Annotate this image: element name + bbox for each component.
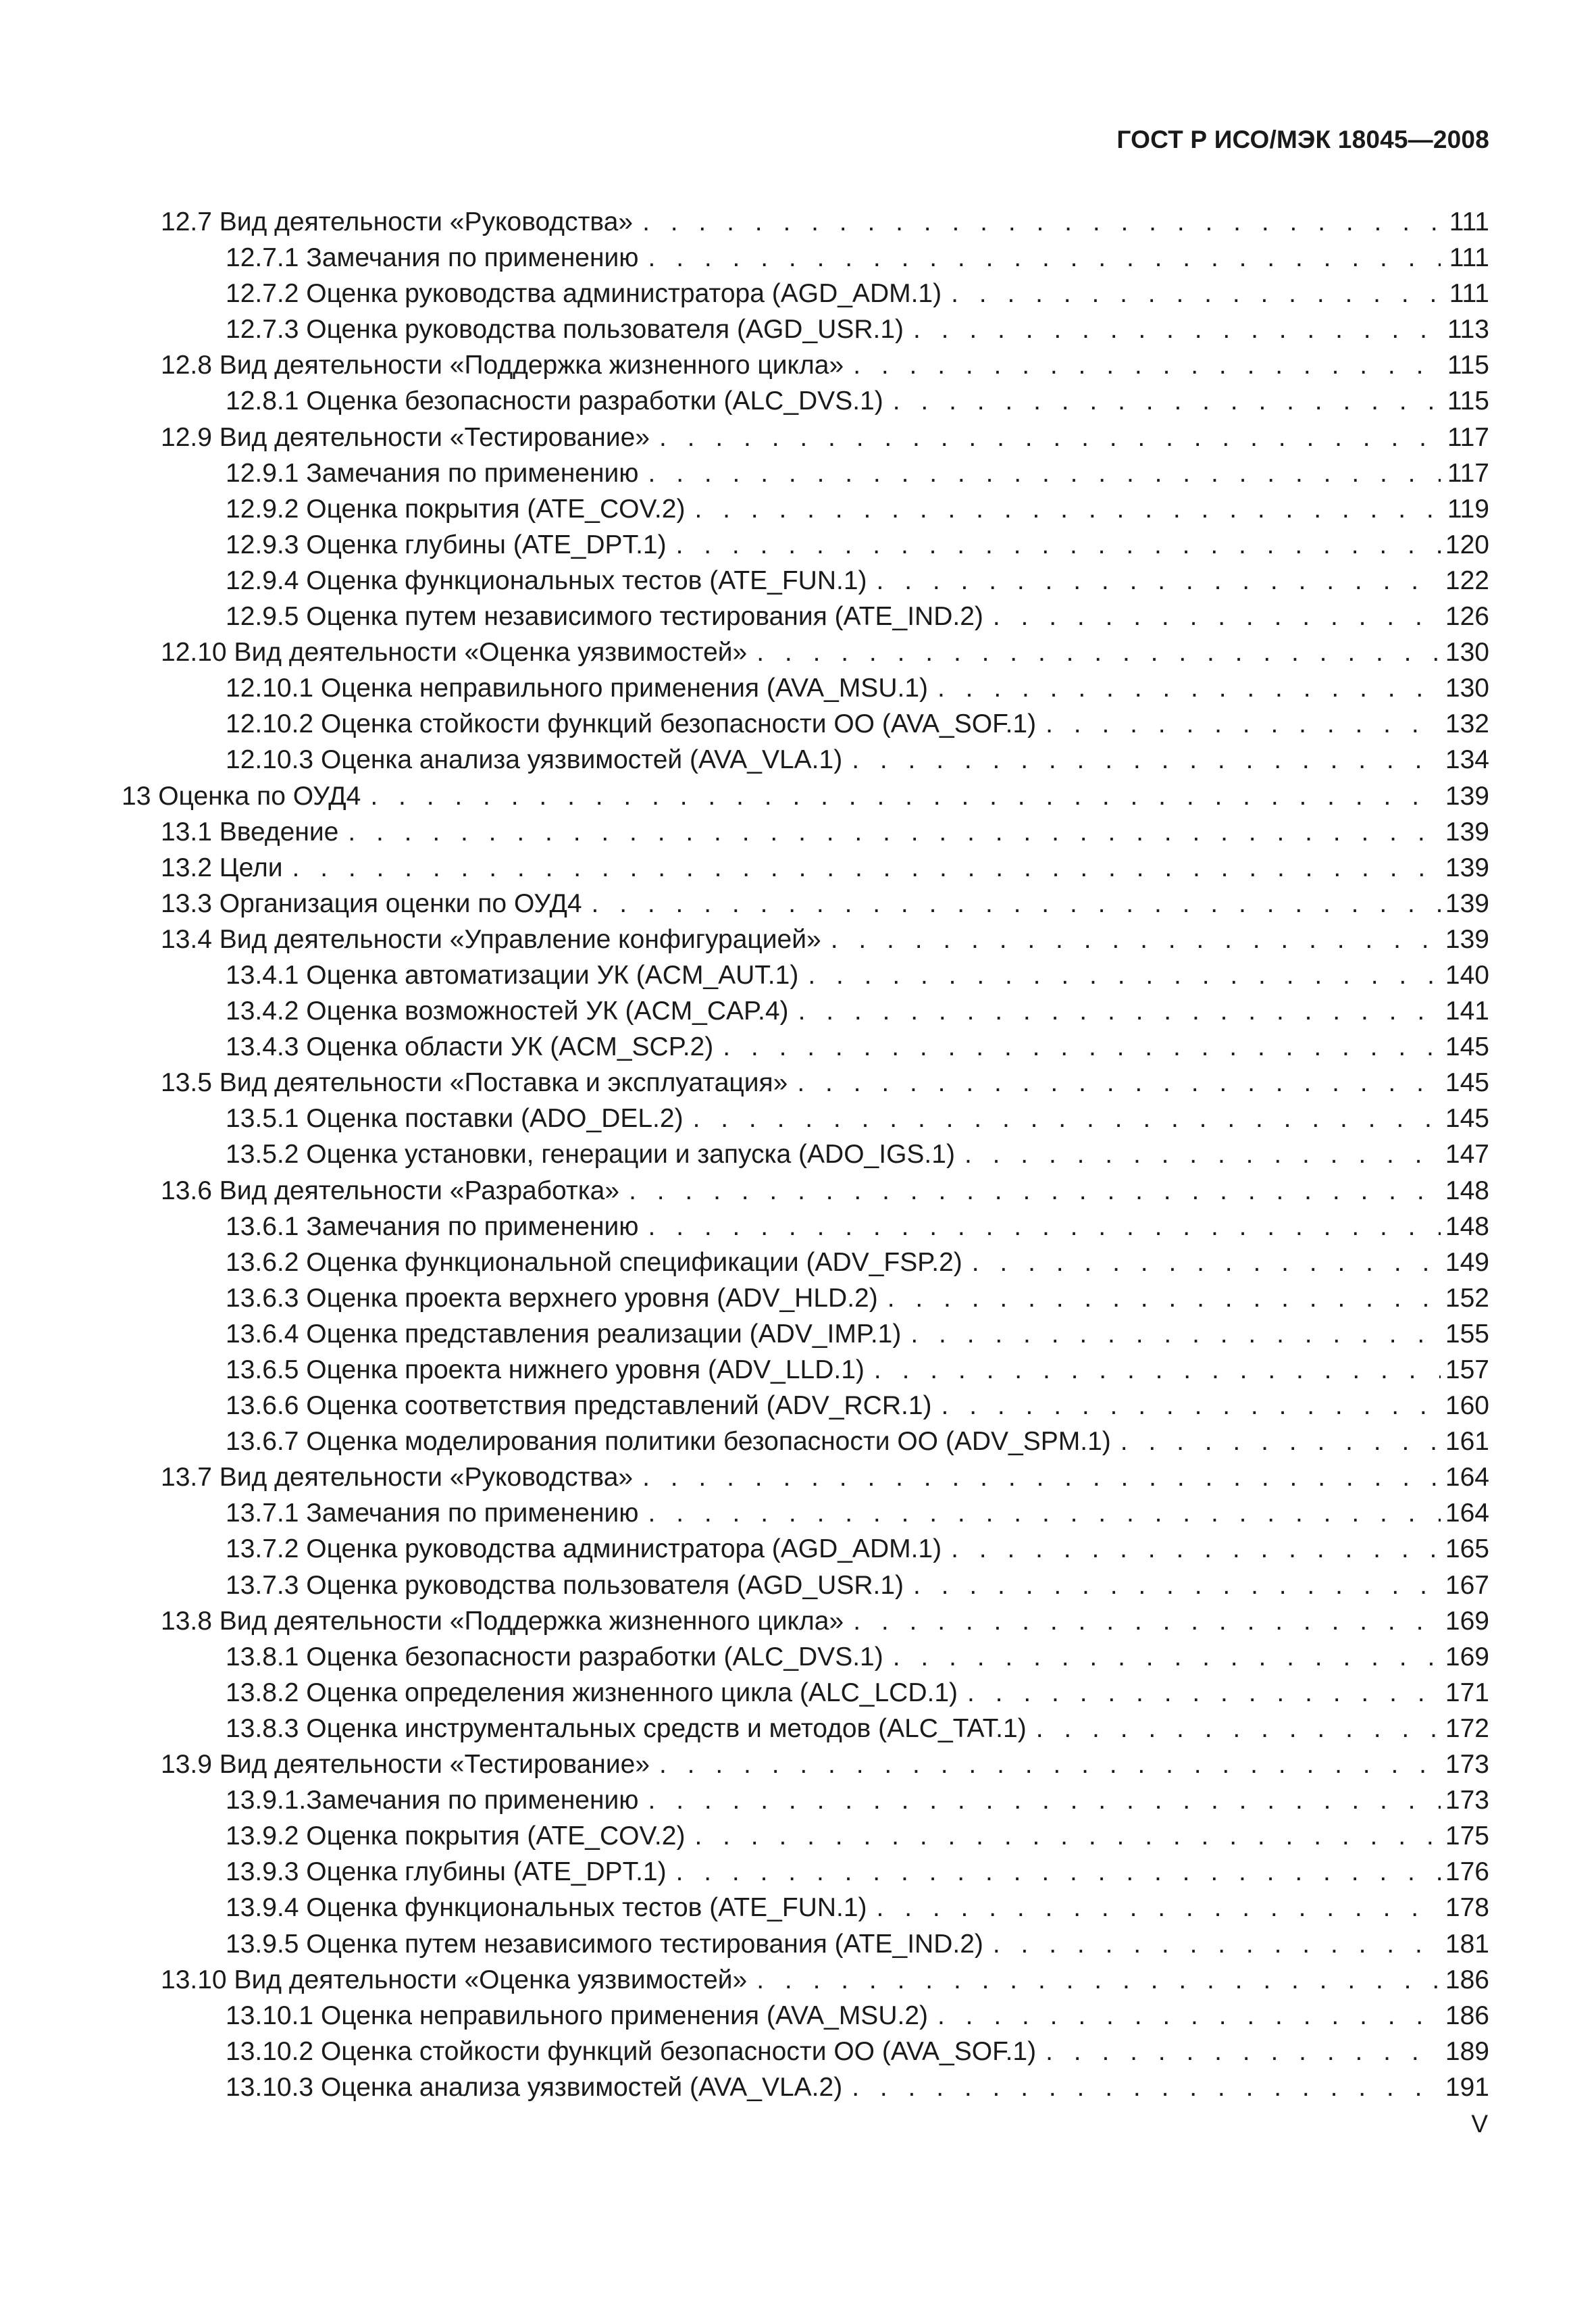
toc-entry-title: 13.9 Вид деятельности «Тестирование»	[161, 1750, 650, 1780]
toc-entry-page: 175	[1445, 1821, 1489, 1851]
toc-entry-page: 115	[1447, 351, 1489, 380]
toc-dot-leader	[648, 455, 1441, 491]
toc-dot-leader	[972, 1244, 1441, 1280]
toc-entry-page: 111	[1449, 243, 1489, 273]
toc-entry[interactable]	[122, 1065, 1489, 1101]
toc-entry-title: 13.5.2 Оценка установки, генерации и запуска (ADO_IGS.1)	[226, 1140, 955, 1169]
toc-entry[interactable]	[122, 1854, 1489, 1890]
toc-entry[interactable]	[122, 1173, 1489, 1209]
toc-dot-leader	[676, 527, 1441, 563]
toc-entry-title: 12.10.1 Оценка неправильного применения (AVA_MSU.1)	[226, 674, 928, 703]
toc-entry-title: 12.8 Вид деятельности «Поддержка жизненного цикла»	[161, 351, 844, 380]
toc-entry-page: 165	[1445, 1534, 1489, 1564]
toc-entry-page: 140	[1445, 960, 1489, 990]
toc-entry-page: 111	[1449, 279, 1489, 309]
toc-dot-leader	[993, 1926, 1441, 1962]
toc-entry-title: 13.4.3 Оценка области УК (ACM_SCP.2)	[226, 1032, 714, 1062]
toc-entry[interactable]	[122, 1101, 1489, 1136]
toc-entry-page: 139	[1445, 888, 1489, 918]
toc-entry-page: 130	[1445, 674, 1489, 703]
toc-entry-page: 191	[1445, 2072, 1489, 2102]
toc-dot-leader	[1036, 1711, 1441, 1746]
toc-entry-page: 186	[1445, 1965, 1489, 1994]
toc-entry[interactable]	[122, 563, 1489, 599]
toc-entry-page: 164	[1445, 1463, 1489, 1492]
toc-entry[interactable]	[122, 634, 1489, 670]
toc-entry[interactable]	[122, 204, 1489, 240]
toc-dot-leader	[852, 742, 1441, 778]
toc-entry-page: 160	[1445, 1391, 1489, 1421]
toc-entry-title: 12.9.3 Оценка глубины (ATE_DPT.1)	[226, 530, 667, 559]
toc-entry[interactable]	[122, 1746, 1489, 1782]
toc-entry-title: 13.6.1 Замечания по применению	[226, 1211, 639, 1241]
toc-entry-title: 12.9 Вид деятельности «Тестирование»	[161, 422, 650, 452]
toc-entry-page: 152	[1445, 1283, 1489, 1313]
toc-dot-leader	[370, 778, 1441, 814]
document-header: ГОСТ Р ИСО/МЭК 18045—2008	[1116, 126, 1489, 153]
toc-entry[interactable]	[122, 1818, 1489, 1854]
toc-entry-title: 13.6.7 Оценка моделирования политики безопасности ОО (ADV_SPM.1)	[226, 1427, 1111, 1457]
toc-entry[interactable]	[122, 455, 1489, 491]
toc-dot-leader	[967, 1675, 1441, 1711]
toc-entry-title: 13.1 Введение	[161, 817, 339, 847]
toc-entry-page: 176	[1445, 1857, 1489, 1887]
toc-entry[interactable]	[122, 276, 1489, 311]
toc-entry[interactable]	[122, 491, 1489, 527]
toc-dot-leader	[913, 311, 1441, 347]
toc-dot-leader	[642, 204, 1441, 240]
toc-entry-page: 132	[1445, 709, 1489, 739]
toc-entry-title: 13.9.2 Оценка покрытия (ATE_COV.2)	[226, 1821, 686, 1851]
toc-dot-leader	[756, 634, 1441, 670]
toc-entry-title: 13.6.2 Оценка функциональной спецификации (ADV_FSP.2)	[226, 1247, 962, 1277]
toc-dot-leader	[887, 1280, 1441, 1316]
toc-entry[interactable]	[122, 1998, 1489, 2034]
toc-entry[interactable]	[122, 1459, 1489, 1495]
toc-entry-title: 13.4 Вид деятельности «Управление конфигурацией»	[161, 924, 821, 954]
toc-entry-page: 141	[1445, 997, 1489, 1026]
toc-entry[interactable]	[122, 240, 1489, 276]
toc-entry-page: 117	[1447, 458, 1489, 488]
toc-dot-leader	[648, 1495, 1441, 1531]
toc-entry[interactable]	[122, 1388, 1489, 1424]
page-number: V	[1471, 2110, 1488, 2138]
toc-dot-leader	[937, 1998, 1441, 2034]
toc-entry[interactable]	[122, 1495, 1489, 1531]
toc-entry[interactable]	[122, 2034, 1489, 2069]
toc-entry-title: 13.3 Организация оценки по ОУД4	[161, 888, 582, 918]
toc-entry[interactable]	[122, 706, 1489, 742]
toc-entry[interactable]	[122, 850, 1489, 886]
toc-entry[interactable]	[122, 1316, 1489, 1352]
toc-entry-title: 13.7.2 Оценка руководства администратора (AGD_ADM.1)	[226, 1534, 942, 1564]
toc-entry[interactable]	[122, 922, 1489, 957]
toc-entry-title: 13.4.2 Оценка возможностей УК (ACM_CAP.4)	[226, 997, 789, 1026]
toc-entry-title: 12.8.1 Оценка безопасности разработки (ALC_DVS.1)	[226, 386, 883, 416]
toc-entry[interactable]	[122, 742, 1489, 778]
toc-dot-leader	[694, 491, 1441, 527]
toc-dot-leader	[592, 886, 1441, 922]
toc-dot-leader	[1121, 1424, 1441, 1459]
toc-entry[interactable]	[122, 1280, 1489, 1316]
toc-entry-title: 13.7.1 Замечания по применению	[226, 1499, 639, 1528]
toc-dot-leader	[292, 850, 1441, 886]
toc-entry-page: 173	[1445, 1750, 1489, 1780]
toc-entry[interactable]	[122, 1782, 1489, 1818]
toc-dot-leader	[852, 2069, 1441, 2105]
toc-entry-title: 12.9.5 Оценка путем независимого тестирования (ATE_IND.2)	[226, 602, 983, 632]
toc-entry[interactable]	[122, 1424, 1489, 1459]
toc-entry-page: 171	[1445, 1678, 1489, 1707]
toc-entry-page: 181	[1445, 1929, 1489, 1959]
toc-entry-page: 157	[1445, 1355, 1489, 1384]
toc-entry[interactable]	[122, 383, 1489, 419]
toc-entry-page: 169	[1445, 1606, 1489, 1636]
toc-dot-leader	[893, 383, 1441, 419]
toc-entry-title: 13.9.1.Замечания по применению	[226, 1786, 639, 1815]
toc-entry[interactable]	[122, 778, 1489, 814]
toc-dot-leader	[1046, 706, 1441, 742]
toc-entry-title: 13 Оценка по ОУД4	[122, 781, 361, 811]
toc-entry-page: 145	[1445, 1104, 1489, 1134]
toc-dot-leader	[853, 347, 1441, 383]
toc-entry-title: 13.6.3 Оценка проекта верхнего уровня (ADV_HLD.2)	[226, 1283, 878, 1313]
toc-dot-leader	[648, 1209, 1441, 1244]
toc-entry-title: 13.8.1 Оценка безопасности разработки (ALC_DVS.1)	[226, 1642, 883, 1671]
toc-dot-leader	[910, 1316, 1441, 1352]
toc-entry-title: 13.9.5 Оценка путем независимого тестирования (ATE_IND.2)	[226, 1929, 983, 1959]
toc-entry-page: 148	[1445, 1211, 1489, 1241]
toc-entry-page: 119	[1447, 494, 1489, 524]
toc-entry-title: 13.6.6 Оценка соответствия представлений (ADV_RCR.1)	[226, 1391, 932, 1421]
toc-entry[interactable]	[122, 670, 1489, 706]
toc-dot-leader	[913, 1567, 1441, 1603]
toc-entry[interactable]	[122, 1136, 1489, 1172]
toc-entry-title: 12.10 Вид деятельности «Оценка уязвимостей»	[161, 638, 748, 668]
toc-entry[interactable]	[122, 1603, 1489, 1639]
toc-dot-leader	[693, 1101, 1441, 1136]
toc-entry-title: 13.8.2 Оценка определения жизненного цикла (ALC_LCD.1)	[226, 1678, 958, 1707]
toc-entry-title: 13.8 Вид деятельности «Поддержка жизненного цикла»	[161, 1606, 844, 1636]
toc-entry[interactable]	[122, 814, 1489, 850]
toc-entry-page: 148	[1445, 1176, 1489, 1205]
toc-dot-leader	[642, 1459, 1441, 1495]
toc-dot-leader	[659, 1746, 1441, 1782]
toc-entry[interactable]	[122, 1209, 1489, 1244]
toc-entry[interactable]	[122, 1352, 1489, 1388]
toc-entry-title: 13.2 Цели	[161, 853, 283, 882]
toc-dot-leader	[993, 599, 1441, 634]
toc-dot-leader	[798, 993, 1441, 1029]
toc-entry[interactable]	[122, 1244, 1489, 1280]
toc-entry[interactable]	[122, 1711, 1489, 1746]
toc-entry-title: 13.6.4 Оценка представления реализации (ADV_IMP.1)	[226, 1319, 902, 1349]
toc-dot-leader	[659, 420, 1441, 455]
toc-entry-title: 13.10.2 Оценка стойкости функций безопасности ОО (AVA_SOF.1)	[226, 2036, 1037, 2066]
toc-entry-page: 186	[1445, 2001, 1489, 2030]
toc-entry-page: 115	[1447, 386, 1489, 416]
toc-entry[interactable]	[122, 1962, 1489, 1998]
toc-entry[interactable]	[122, 527, 1489, 563]
toc-entry-title: 12.7.2 Оценка руководства администратора (AGD_ADM.1)	[226, 279, 942, 309]
toc-entry-page: 164	[1445, 1499, 1489, 1528]
toc-entry[interactable]	[122, 1926, 1489, 1962]
toc-entry-page: 169	[1445, 1642, 1489, 1671]
toc-entry-title: 13.4.1 Оценка автоматизации УК (ACM_AUT.1)	[226, 960, 799, 990]
toc-dot-leader	[893, 1639, 1441, 1675]
toc-dot-leader	[694, 1818, 1441, 1854]
toc-entry[interactable]	[122, 1890, 1489, 1926]
toc-entry-page: 189	[1445, 2036, 1489, 2066]
toc-entry[interactable]	[122, 599, 1489, 634]
toc-entry-title: 13.6.5 Оценка проекта нижнего уровня (ADV_LLD.1)	[226, 1355, 865, 1384]
toc-entry[interactable]	[122, 1531, 1489, 1567]
toc-dot-leader	[648, 240, 1441, 276]
toc-dot-leader	[797, 1065, 1441, 1101]
toc-entry-title: 13.5.1 Оценка поставки (ADO_DEL.2)	[226, 1104, 684, 1134]
toc-dot-leader	[877, 563, 1441, 599]
toc-dot-leader	[723, 1029, 1441, 1065]
toc-dot-leader	[877, 1890, 1441, 1926]
toc-dot-leader	[348, 814, 1441, 850]
toc-entry-page: 111	[1449, 207, 1489, 236]
toc-dot-leader	[629, 1173, 1441, 1209]
toc-entry-page: 113	[1447, 315, 1489, 345]
toc-dot-leader	[853, 1603, 1441, 1639]
toc-entry[interactable]	[122, 886, 1489, 922]
toc-entry[interactable]	[122, 957, 1489, 993]
toc-entry-title: 13.8.3 Оценка инструментальных средств и методов (ALC_TAT.1)	[226, 1713, 1027, 1743]
table-of-contents	[122, 204, 1489, 2105]
toc-entry-title: 13.9.4 Оценка функциональных тестов (ATE_FUN.1)	[226, 1893, 867, 1923]
toc-entry-title: 12.7.3 Оценка руководства пользователя (AGD_USR.1)	[226, 315, 904, 345]
toc-entry[interactable]	[122, 347, 1489, 383]
toc-entry-page: 172	[1445, 1713, 1489, 1743]
toc-entry-page: 117	[1447, 422, 1489, 452]
toc-dot-leader	[831, 922, 1441, 957]
toc-entry-title: 13.10.1 Оценка неправильного применения (AVA_MSU.2)	[226, 2001, 928, 2030]
toc-entry-page: 161	[1445, 1427, 1489, 1457]
toc-entry-title: 13.5 Вид деятельности «Поставка и эксплуатация»	[161, 1068, 788, 1098]
toc-entry-page: 147	[1445, 1140, 1489, 1169]
toc-dot-leader	[951, 276, 1441, 311]
toc-dot-leader	[951, 1531, 1441, 1567]
toc-entry-title: 13.10.3 Оценка анализа уязвимостей (AVA_VLA.2)	[226, 2072, 843, 2102]
toc-entry[interactable]	[122, 1567, 1489, 1603]
toc-entry[interactable]	[122, 1639, 1489, 1675]
toc-entry-page: 139	[1445, 781, 1489, 811]
toc-entry-title: 12.7.1 Замечания по применению	[226, 243, 639, 273]
toc-entry-title: 12.7 Вид деятельности «Руководства»	[161, 207, 634, 236]
toc-entry-page: 149	[1445, 1247, 1489, 1277]
toc-entry-page: 126	[1445, 602, 1489, 632]
toc-entry-title: 12.9.4 Оценка функциональных тестов (ATE_FUN.1)	[226, 565, 867, 595]
toc-dot-leader	[648, 1782, 1441, 1818]
toc-entry[interactable]	[122, 311, 1489, 347]
toc-entry-title: 13.6 Вид деятельности «Разработка»	[161, 1176, 620, 1205]
toc-dot-leader	[874, 1352, 1441, 1388]
toc-entry-title: 12.9.2 Оценка покрытия (ATE_COV.2)	[226, 494, 686, 524]
toc-dot-leader	[756, 1962, 1441, 1998]
toc-entry-page: 122	[1445, 565, 1489, 595]
toc-entry-title: 12.9.1 Замечания по применению	[226, 458, 639, 488]
toc-entry-page: 167	[1445, 1570, 1489, 1600]
toc-dot-leader	[808, 957, 1441, 993]
toc-entry[interactable]	[122, 993, 1489, 1029]
toc-dot-leader	[1046, 2034, 1441, 2069]
toc-entry-page: 130	[1445, 638, 1489, 668]
toc-entry-page: 139	[1445, 924, 1489, 954]
toc-entry-title: 13.7.3 Оценка руководства пользователя (AGD_USR.1)	[226, 1570, 904, 1600]
toc-entry-page: 139	[1445, 853, 1489, 882]
toc-entry-page: 155	[1445, 1319, 1489, 1349]
toc-dot-leader	[964, 1136, 1441, 1172]
toc-entry-page: 178	[1445, 1893, 1489, 1923]
toc-entry-page: 145	[1445, 1068, 1489, 1098]
toc-dot-leader	[942, 1388, 1441, 1424]
toc-entry-title: 12.10.3 Оценка анализа уязвимостей (AVA_VLA.1)	[226, 745, 843, 775]
toc-entry-title: 13.10 Вид деятельности «Оценка уязвимостей»	[161, 1965, 748, 1994]
toc-entry[interactable]	[122, 1675, 1489, 1711]
toc-entry-title: 13.7 Вид деятельности «Руководства»	[161, 1463, 634, 1492]
toc-entry-page: 134	[1445, 745, 1489, 775]
toc-entry-page: 173	[1445, 1786, 1489, 1815]
toc-entry-page: 145	[1445, 1032, 1489, 1062]
toc-entry[interactable]	[122, 420, 1489, 455]
toc-entry-title: 12.10.2 Оценка стойкости функций безопасности ОО (AVA_SOF.1)	[226, 709, 1037, 739]
toc-dot-leader	[676, 1854, 1441, 1890]
toc-entry-page: 120	[1445, 530, 1489, 559]
toc-entry-page: 139	[1445, 817, 1489, 847]
toc-entry[interactable]	[122, 2069, 1489, 2105]
toc-entry[interactable]	[122, 1029, 1489, 1065]
toc-entry-title: 13.9.3 Оценка глубины (ATE_DPT.1)	[226, 1857, 667, 1887]
toc-dot-leader	[937, 670, 1441, 706]
